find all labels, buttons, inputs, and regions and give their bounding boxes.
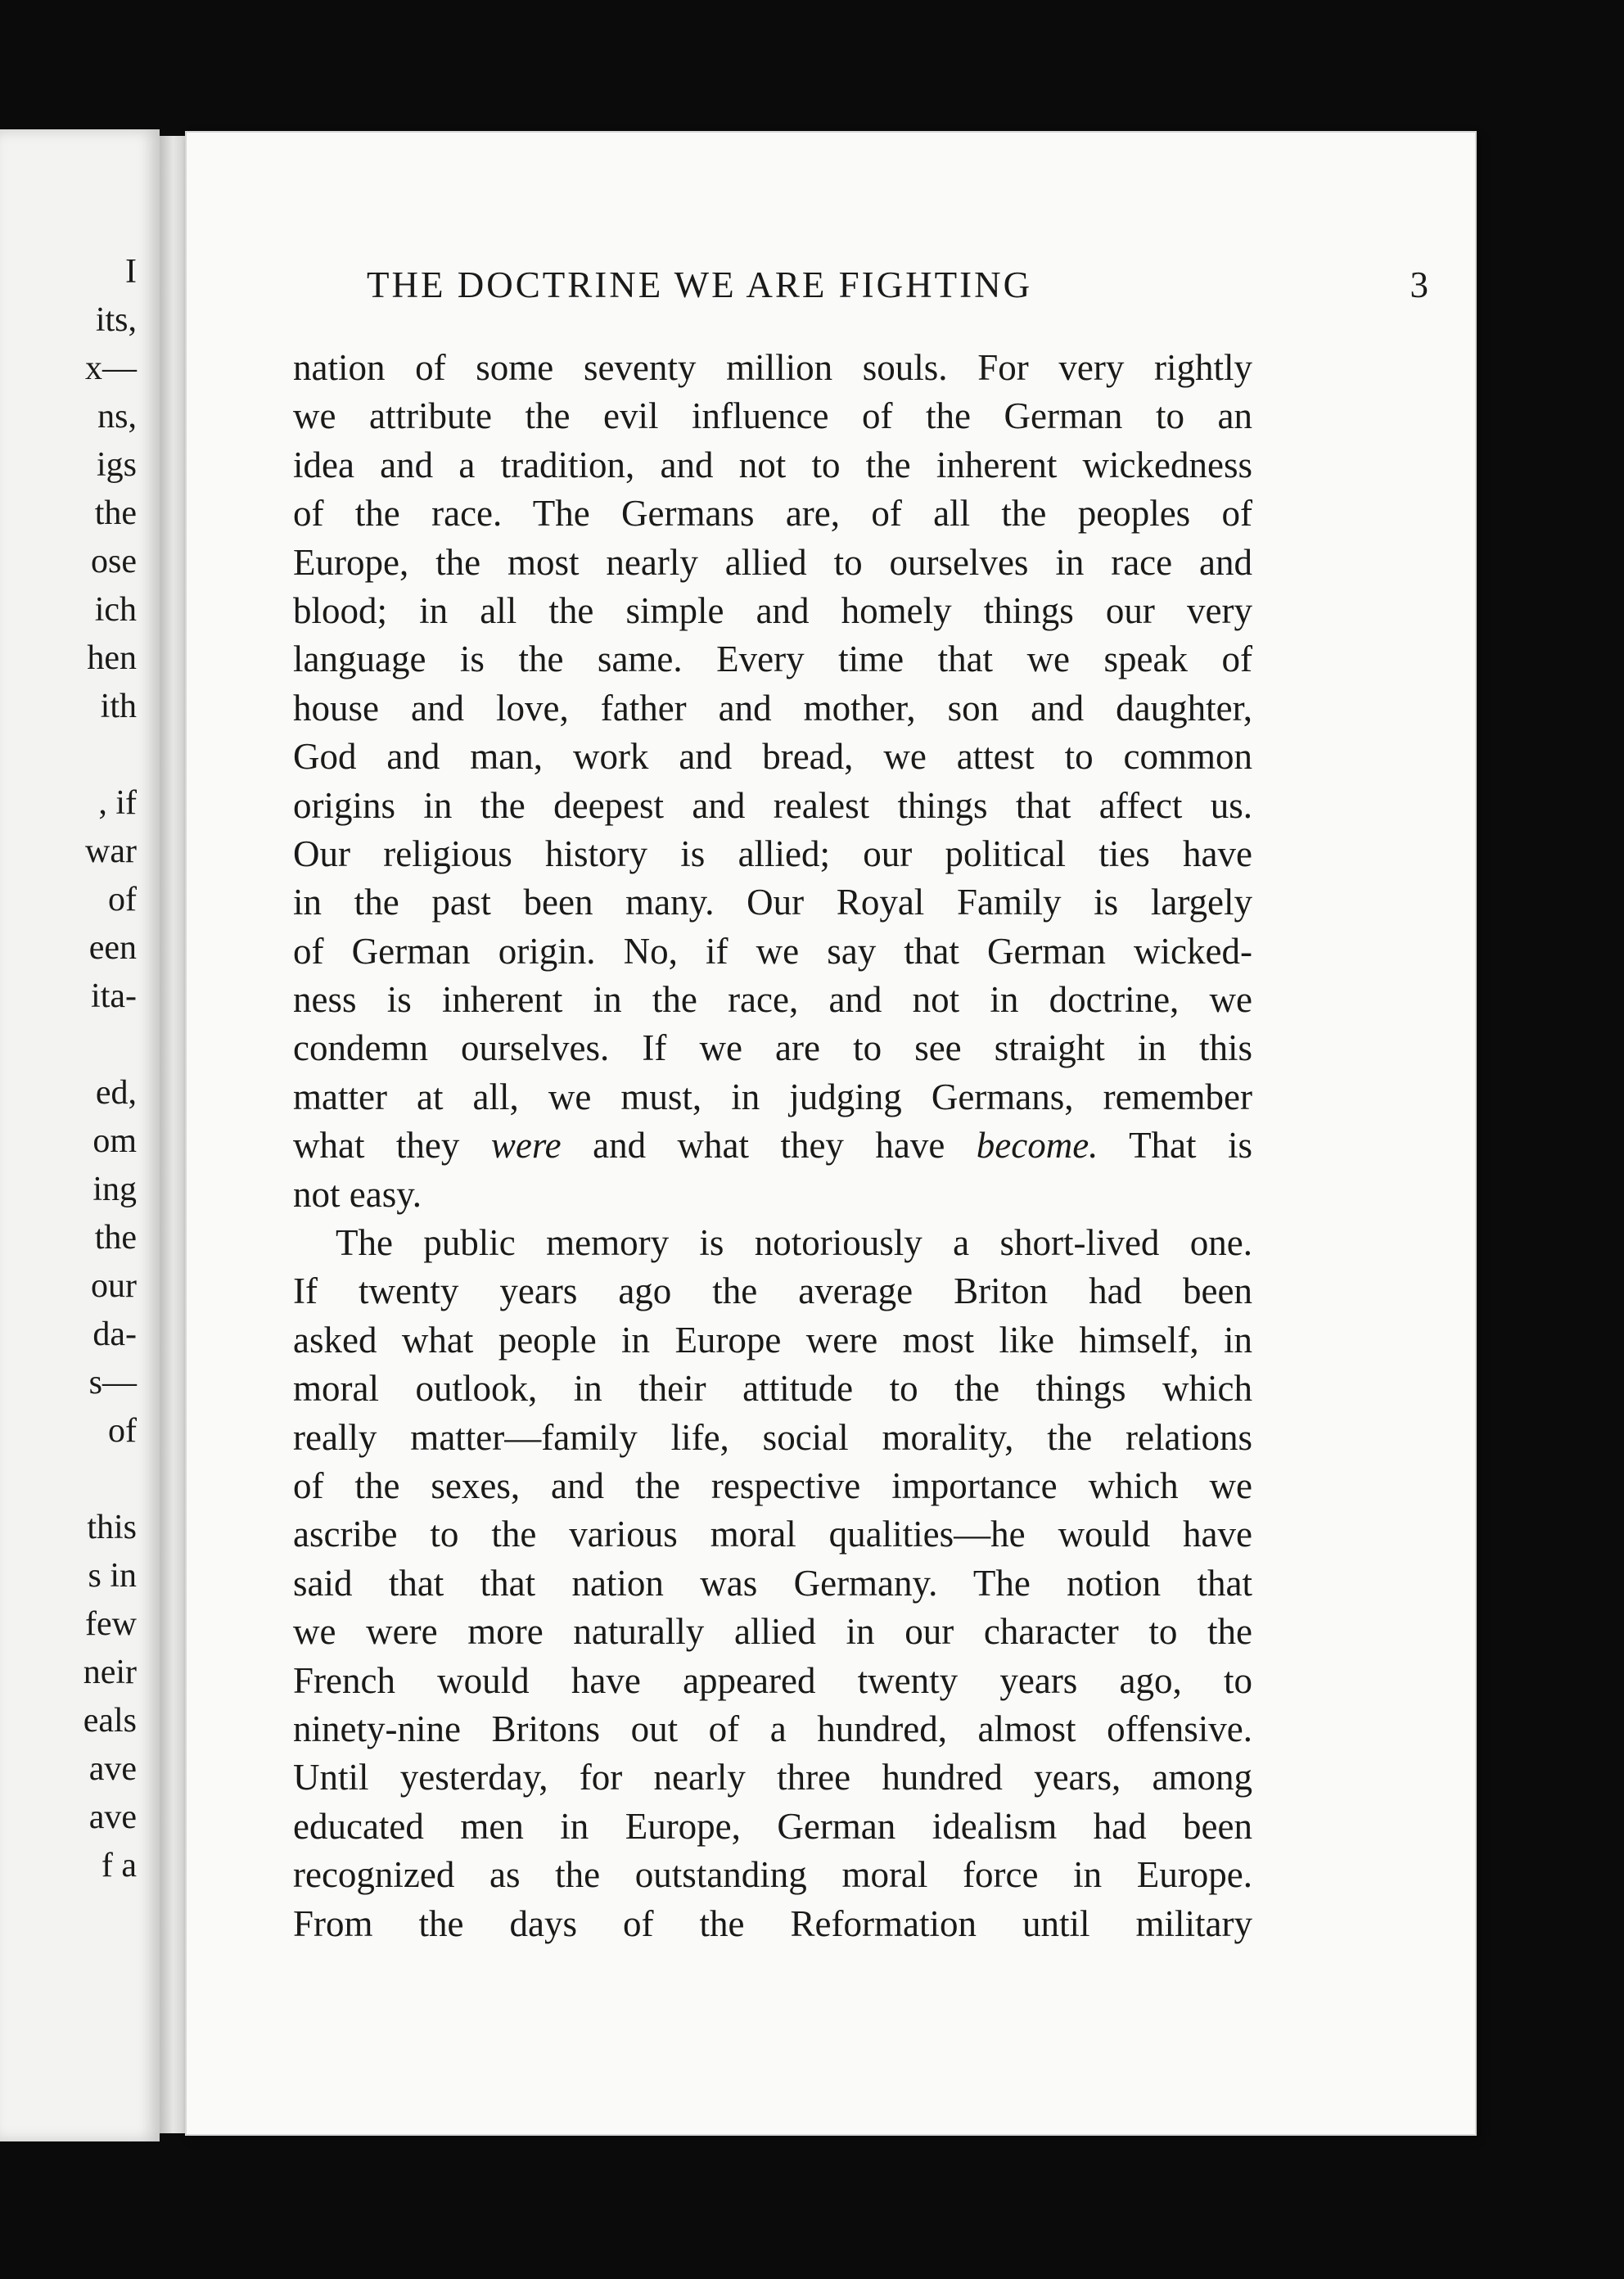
facing-page-fragment: ing — [92, 1171, 137, 1208]
text-line: French would have appeared twenty years ago, to — [293, 1659, 1252, 1701]
text-line: The public memory is notoriously a short-lived one. — [336, 1222, 1252, 1264]
text-line: ninety-nine Britons out of a hundred, almost offensive. — [293, 1708, 1252, 1749]
running-head — [367, 264, 1431, 313]
text-line: of the race. The Germans are, of all the peoples of — [293, 493, 1252, 535]
page-number: 3 — [1410, 264, 1431, 305]
text-line: Until yesterday, for nearly three hundred years, among — [293, 1757, 1252, 1798]
text-line — [293, 1121, 1252, 1170]
text-line: Our religious history is allied; our political ties have — [293, 833, 1252, 874]
text-line: Europe, the most nearly allied to ourselves in race and — [293, 541, 1252, 583]
text-line: moral outlook, in their attitude to the things which — [293, 1368, 1252, 1410]
text-run: what they — [293, 1125, 491, 1167]
text-line: of the sexes, and the respective importance which we — [293, 1464, 1252, 1506]
facing-page-fragment: ns, — [97, 398, 137, 435]
facing-page-fragment: da- — [92, 1316, 137, 1353]
text-line: not easy. — [293, 1173, 422, 1215]
text-line: God and man, work and bread, we attest to common — [293, 736, 1252, 778]
facing-page-fragment: ita- — [91, 977, 137, 1015]
text-line: nation of some seventy million souls. For very rightly — [293, 347, 1252, 388]
facing-page-fragment: neir — [83, 1654, 137, 1691]
facing-page-fragment: hen — [87, 639, 137, 677]
text-line: From the days of the Reformation until military — [293, 1902, 1252, 1944]
italic-word: were — [490, 1125, 562, 1167]
facing-page-fragment: this — [87, 1509, 137, 1546]
text-line: recognized as the outstanding moral force in Europe. — [293, 1854, 1252, 1896]
body-text — [293, 344, 1252, 1948]
paragraph — [293, 344, 1252, 1219]
facing-page-fragment: , if — [98, 784, 137, 822]
facing-page-fragment: ose — [91, 543, 137, 580]
text-line: we attribute the evil influence of the German to an — [293, 395, 1252, 437]
text-line: ness is inherent in the race, and not in doctrine, we — [293, 979, 1252, 1021]
text-run: That is — [1098, 1125, 1252, 1167]
facing-page-fragment: ave — [88, 1798, 137, 1836]
facing-page-fragment — [0, 1025, 160, 1067]
facing-page-fragment: war — [85, 833, 137, 870]
text-run: and what they have — [561, 1125, 977, 1167]
paragraph — [293, 1219, 1252, 1948]
italic-word: become. — [976, 1125, 1098, 1167]
text-line: blood; in all the simple and homely things our very — [293, 589, 1252, 631]
facing-page-fragment: of — [108, 881, 137, 918]
text-line: asked what people in Europe were most like himself, in — [293, 1319, 1252, 1361]
text-line: we were more naturally allied in our character to the — [293, 1611, 1252, 1653]
facing-page-fragment: ed, — [95, 1074, 137, 1112]
facing-page-fragment: igs — [96, 446, 137, 484]
text-line: house and love, father and mother, son and daughter, — [293, 687, 1252, 729]
running-head-title: THE DOCTRINE WE ARE FIGHTING — [367, 264, 1033, 305]
text-line: If twenty years ago the average Briton had been — [293, 1270, 1252, 1312]
facing-page-fragment: the — [94, 1219, 137, 1257]
text-line: educated men in Europe, German idealism had been — [293, 1805, 1252, 1847]
text-line: idea and a tradition, and not to the inherent wickedness — [293, 444, 1252, 485]
text-line: ascribe to the various moral qualities—he would have — [293, 1514, 1252, 1555]
text-line: condemn ourselves. If we are to see straight in this — [293, 1027, 1252, 1069]
facing-page-fragment: ich — [94, 591, 137, 629]
facing-page-fragment: s in — [88, 1557, 137, 1595]
facing-page-fragment: f a — [101, 1847, 137, 1884]
facing-page-fragment: I — [125, 253, 137, 291]
facing-page-fragment — [0, 735, 160, 778]
facing-page-fragment: eals — [83, 1702, 137, 1740]
facing-page-fragment: few — [85, 1605, 137, 1643]
text-line: language is the same. Every time that we speak of — [293, 639, 1252, 680]
facing-page-fragment: ave — [88, 1750, 137, 1788]
facing-page-fragment: of — [108, 1412, 137, 1450]
facing-page-fragment — [0, 1460, 160, 1502]
facing-page-fragment: s— — [88, 1364, 137, 1401]
facing-page-fragment: ith — [100, 688, 137, 725]
text-line: in the past been many. Our Royal Family is largely — [293, 882, 1252, 923]
facing-page-fragment: our — [91, 1267, 137, 1305]
facing-page-fragment: the — [94, 494, 137, 532]
text-line: origins in the deepest and realest things that affect us. — [293, 784, 1252, 826]
text-line: really matter—family life, social morality, the relations — [293, 1416, 1252, 1458]
text-line: matter at all, we must, in judging Germans, remember — [293, 1076, 1252, 1117]
facing-page-edge — [0, 129, 160, 2141]
facing-page-fragment: x— — [85, 350, 137, 387]
text-line: of German origin. No, if we say that German wicked- — [293, 930, 1252, 972]
facing-page-fragment: een — [88, 929, 137, 967]
facing-page-fragment: om — [92, 1122, 137, 1160]
book-page — [187, 133, 1475, 2134]
text-line: said that that nation was Germany. The notion that — [293, 1562, 1252, 1604]
facing-page-fragment: its, — [95, 301, 137, 339]
book-gutter — [160, 136, 189, 2133]
